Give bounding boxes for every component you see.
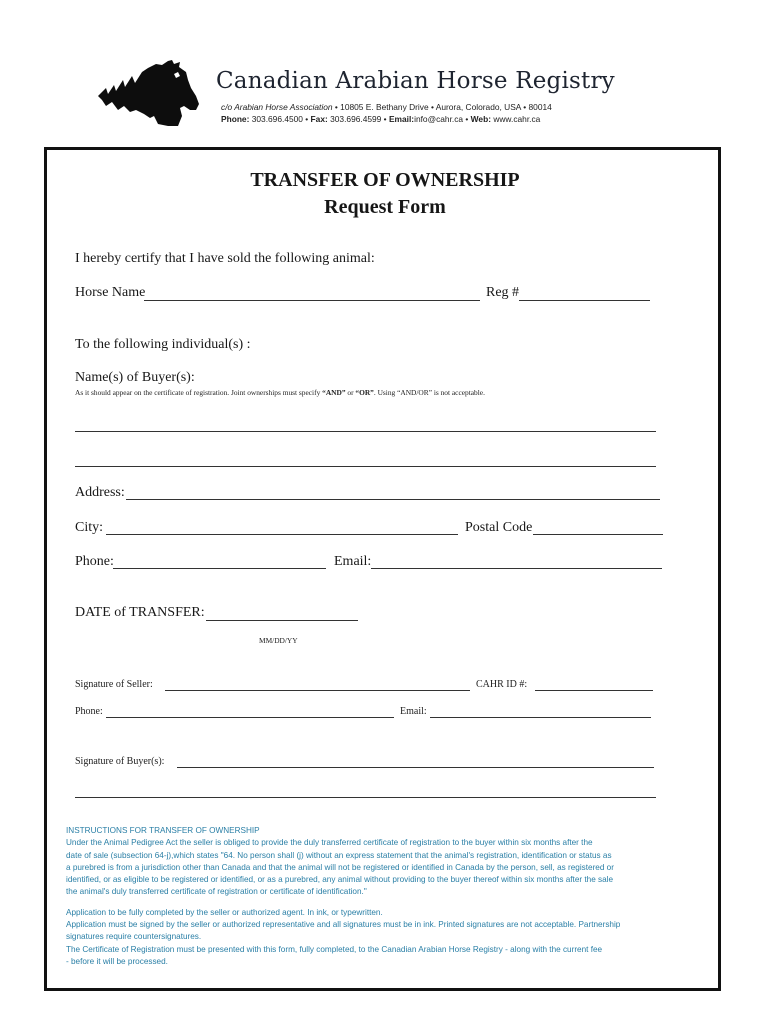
email-label: Email: [388, 114, 415, 124]
seller-signature-label: Signature of Seller: [75, 679, 153, 690]
instruction-line: a purebred is from a jurisdiction other than Canada and that the animal will not be registered or identified in Canada by the person, sell, as registered or [66, 862, 614, 872]
buyers-note-pre: As it should appear on the certificate of registration. Joint ownerships must specify [75, 388, 323, 397]
address-field[interactable] [126, 499, 660, 500]
buyers-note-and: “AND” [322, 388, 346, 397]
buyer-email-label: Email: [334, 554, 372, 569]
seller-email-label: Email: [400, 706, 427, 717]
instruction-line: Under the Animal Pedigree Act the seller is obliged to provide the duly transferred certificate of registration to the buyer within six months after the [66, 838, 593, 848]
buyer-name-field-1[interactable] [75, 431, 656, 432]
date-format-hint: MM/DD/YY [259, 636, 298, 645]
postal-field[interactable] [533, 534, 663, 535]
buyer-phone-label: Phone: [75, 554, 114, 569]
buyers-note-post: . Using “AND/OR” is not acceptable. [373, 388, 485, 397]
instruction-line: Application to be fully completed by the seller or authorized agent. In ink, or typewritten. [66, 907, 383, 917]
date-field[interactable] [206, 620, 358, 621]
cahr-id-field[interactable] [535, 690, 653, 691]
address-prefix: c/o Arabian Horse Association [221, 102, 333, 112]
buyer-name-field-2[interactable] [75, 466, 656, 467]
email-value: info@cahr.ca • [414, 114, 471, 124]
cahr-id-label: CAHR ID #: [476, 679, 528, 690]
instruction-line: - before it will be processed. [66, 956, 168, 966]
instruction-line: signatures require countersignatures. [66, 932, 202, 942]
certify-text: I hereby certify that I have sold the following animal: [75, 251, 375, 266]
buyer-signature-label: Signature of Buyer(s): [75, 756, 165, 767]
buyer-signature-field-1[interactable] [177, 767, 654, 768]
postal-label: Postal Code [465, 520, 533, 535]
buyers-label: Name(s) of Buyer(s): [75, 370, 195, 385]
org-contacts [221, 114, 540, 124]
buyers-note-mid: or [345, 388, 356, 397]
instructions-heading: INSTRUCTIONS FOR TRANSFER OF OWNERSHIP [66, 826, 260, 835]
horse-name-field[interactable] [144, 300, 480, 301]
instructions [66, 825, 706, 968]
form-title: TRANSFER OF OWNERSHIP [250, 169, 520, 191]
web-value: www.cahr.ca [491, 114, 541, 124]
org-name: Canadian Arabian Horse Registry [216, 68, 615, 94]
buyer-signature-field-2[interactable] [75, 797, 656, 798]
instruction-line: the animal's duly transferred certificate of registration or certificate of identification." [66, 887, 367, 897]
fax-label: Fax: [310, 114, 328, 124]
form-subtitle: Request Form [324, 196, 446, 218]
city-field[interactable] [106, 534, 458, 535]
seller-signature-field[interactable] [165, 690, 470, 691]
phone-label: Phone: [221, 114, 250, 124]
seller-phone-label: Phone: [75, 706, 103, 717]
following-label: To the following individual(s) : [75, 337, 251, 352]
fax-value: 303.696.4599 • [327, 114, 389, 124]
buyer-email-field[interactable] [371, 568, 662, 569]
buyer-phone-field[interactable] [113, 568, 326, 569]
buyers-note [75, 388, 485, 397]
reg-field[interactable] [519, 300, 650, 301]
reg-label: Reg # [486, 285, 520, 300]
buyers-note-or: “OR” [355, 388, 374, 397]
paragraph-gap [66, 899, 706, 907]
horse-head-logo [96, 58, 200, 128]
web-label: Web: [470, 114, 491, 124]
city-label: City: [75, 520, 104, 535]
address-rest: • 10805 E. Bethany Drive • Aurora, Colorado, USA • 80014 [332, 102, 552, 112]
instruction-line: identified, or as eligible to be registered or identified, or as a purebred, any animal without providing to the buyer thereof within six months after the sale [66, 875, 614, 885]
seller-email-field[interactable] [430, 717, 651, 718]
instruction-line: Application must be signed by the seller or authorized representative and all signatures must be in ink. Printed signatures are not acceptable. Partnership [66, 920, 621, 930]
date-label: DATE of TRANSFER: [75, 605, 205, 620]
org-address [221, 102, 552, 112]
instruction-line: date of sale (subsection 64-j),which states "64. No person shall (j) without an express statement that the animal's registration, identification or status as [66, 850, 612, 860]
instruction-line: The Certificate of Registration must be presented with this form, fully completed, to the Canadian Arabian Horse Registry - along with the current fee [66, 944, 603, 954]
address-label: Address: [75, 485, 125, 500]
seller-phone-field[interactable] [106, 717, 394, 718]
horse-name-label: Horse Name [75, 285, 146, 300]
phone-value: 303.696.4500 • [249, 114, 311, 124]
